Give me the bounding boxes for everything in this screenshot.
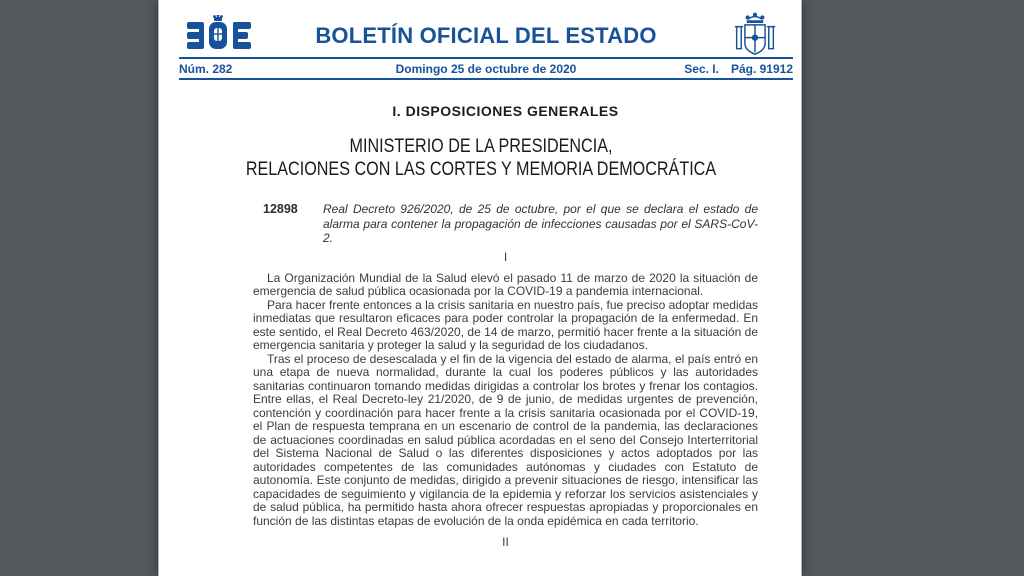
ministry-line-2: RELACIONES CON LAS CORTES Y MEMORIA DEMOCRÁTICA [245, 159, 717, 180]
paragraph: Tras el proceso de desescalada y el fin de la vigencia del estado de alarma, el país entró en una etapa de nueva normalidad, durante la cual los poderes públicos y las autoridades sanitarias continuaron tomando medidas dirigidas a controlar los brotes y frenar los contagios. Entre ellas, el Real Decreto-ley 21/2020, de 9 de junio, de medidas urgentes de prevención, contención y coordinación para hacer frente a la crisis sanitaria ocasionada por el COVID-19, el Plan de respuesta temprana en un escenario de control de la pandemia, las declaraciones de actuaciones coordinadas en salud pública acordadas en el seno del Consejo Interterritorial del Sistema Nacional de Salud o las diferentes disposiciones y actos adoptados por las autoridades competentes de las comunidades autónomas y ciudades con Estatuto de autonomía. Este conjunto de medidas, dirigido a prevenir situaciones de riesgo, intensificar las capacidades de seguimiento y vigilancia de la epidemia y reforzar los servicios asistenciales y de salud pública, ha permitido hasta ahora ofrecer respuestas apropiadas y proporcionales en función de las distintas etapas de evolución de la onda epidémica en cada territorio. [253, 351, 758, 528]
header-meta-row [179, 61, 793, 76]
section-label: Sec. I. [684, 61, 719, 76]
paragraph: La Organización Mundial de la Salud elevó el pasado 11 de marzo de 2020 la situación de emergencia de salud pública ocasionada por la COVID-19 a pandemia internacional. [253, 270, 758, 298]
issue-number: Núm. 282 [179, 61, 233, 76]
bulletin-title: BOLETÍN OFICIAL DEL ESTADO [315, 23, 657, 48]
paragraph: Para hacer frente entonces a la crisis sanitaria en nuestro país, fue preciso adoptar medidas inmediatas que resultaron eficaces para poder controlar la propagación de la enfermedad. En este sentido, el Real Decreto 463/2020, de 14 de marzo, permitió hacer frente a la situación de emergencia sanitaria y proteger la salud y la seguridad de los ciudadanos. [253, 297, 758, 352]
section-page-group [684, 62, 793, 76]
boe-document-page [158, 0, 802, 576]
header-rule-top [179, 57, 793, 59]
ministry-line-1: MINISTERIO DE LA PRESIDENCIA, [349, 136, 613, 157]
disposition-item [263, 202, 758, 246]
boe-logo-icon [187, 15, 251, 55]
issue-date: Domingo 25 de octubre de 2020 [395, 61, 577, 76]
ministry-heading [207, 135, 754, 181]
spain-coat-of-arms-icon [733, 10, 777, 58]
section-numeral-2: II [502, 535, 509, 549]
header-rule-bottom [179, 78, 793, 80]
section-heading: I. DISPOSICIONES GENERALES [392, 103, 619, 119]
disposition-number: 12898 [263, 202, 298, 216]
section-numeral-1: I [503, 250, 508, 264]
document-body [253, 251, 758, 550]
masthead [179, 14, 793, 56]
disposition-title: Real Decreto 926/2020, de 25 de octubre, por el que se declara el estado de alarma para contener la propagación de infecciones causadas por el SARS-CoV-2. [323, 202, 758, 245]
page-number: Pág. 91912 [730, 61, 793, 76]
